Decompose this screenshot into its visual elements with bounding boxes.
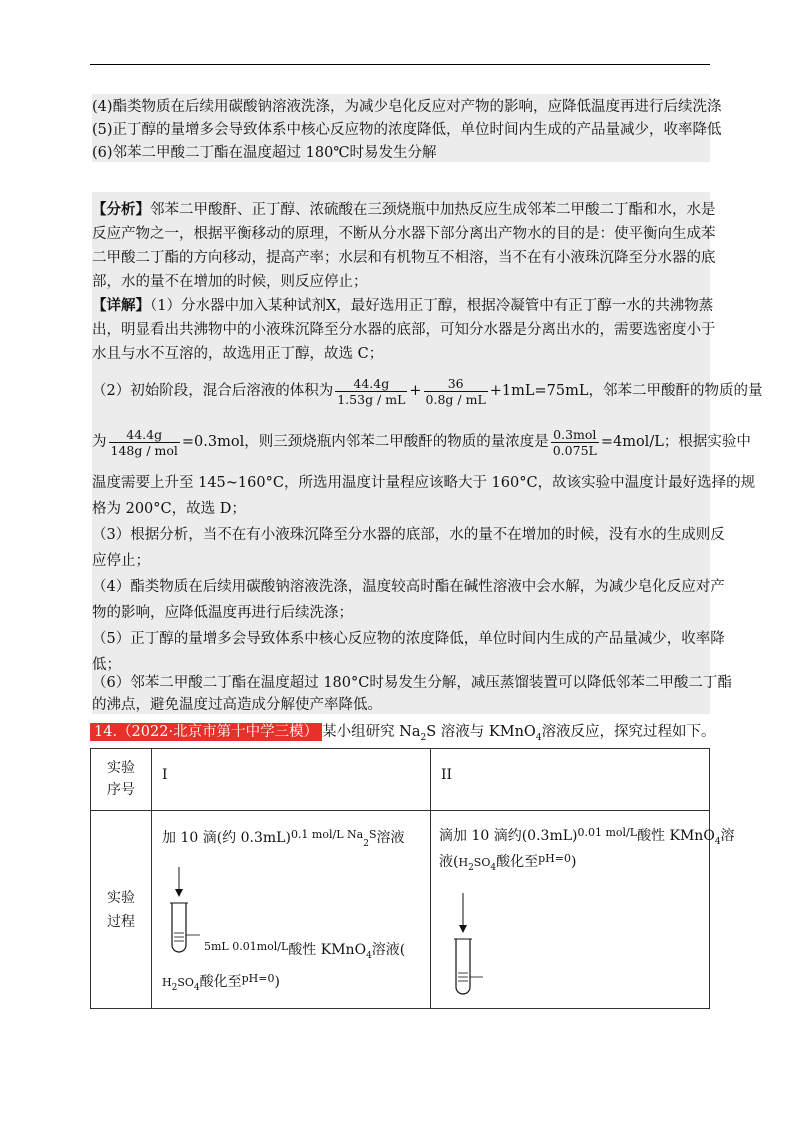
table-process-row — [91, 811, 710, 1009]
process-cell-label: 实验 过程 — [91, 811, 152, 1009]
detail-line-5a: （5）正丁醇的量增多会导致体系中核心反应物的浓度降低，单位时间内生成的产品量减少，收率降 — [92, 631, 725, 647]
header-cell-exp1: I — [152, 749, 431, 811]
exp1-solution-text: $^{5mL 0.01mol/L}$酸性 KMnO$_4$溶液( — [204, 940, 406, 961]
detail-line-temp: 温度需要上升至 145~160°C，所选用温度计量程应该略大于 160°C，故该实验中温度计最好选择的规 — [92, 475, 756, 491]
analysis-line-2: 反应产物之一，根据平衡移动的原理，不断从分水器下部分离出产物水的目的是：使平衡向生成苯 — [92, 226, 716, 242]
exp1-acid-text: $H_2SO_4$酸化至$^{pH=0}$) — [162, 972, 280, 993]
detail-line-5b: 低； — [92, 657, 121, 673]
fraction-moles: $\frac{44.4g}{\text{148g / mol}}$ — [110, 426, 178, 458]
header-rule — [90, 64, 710, 65]
detail-line-4b: 物的影响，应降低温度再进行后续洗涤； — [92, 605, 353, 621]
analysis-line-4: 部，水的量不在增加的时候，则反应停止； — [92, 274, 368, 290]
exp2-reagent-text: 滴加 10 滴约$(0.3mL)^{0.01 mol/L}$酸性 KMnO$_4$溶 — [439, 826, 735, 847]
detail-line-spec: 格为 200°C，故选 D； — [92, 501, 246, 517]
detail-line-3a: （3）根据分析，当不在有小液珠沉降至分水器的底部，水的量不在增加的时候，没有水的生成则反 — [92, 527, 725, 543]
answer-5: (5)正丁醇的量增多会导致体系中核心反应物的浓度降低，单位时间内生成的产品量减少，收率降低 — [92, 122, 722, 138]
exp2-acid-text: 液($H_2SO_4$酸化至$^{pH=0}$) — [439, 852, 577, 873]
detail-line-1: 【详解】（1）分水器中加入某种试剂X，最好选用正丁醇，根据冷凝管中有正丁醇一水的共沸物蒸 — [92, 297, 714, 314]
answer-4: (4)酯类物质在后续用碳酸钠溶液洗涤，为减少皂化反应对产物的影响，应降低温度再进行后续洗涤 — [92, 99, 722, 115]
detail-concentration-line: 为 $\frac{44.4g}{\text{148g / mol}}$ =0.3mol，则三颈烧瓶内邻苯二甲酸酐的物质的量浓度是 $\frac{\text{0.3mol}}{0.075L}$ =4mol/L；根据实验中 — [92, 426, 751, 458]
fraction-volume-1: $\frac{44.4g}{1.53g / mL}$ — [337, 375, 406, 407]
test-tube-exp2-icon — [443, 889, 503, 1001]
analysis-line-3: 二甲酸二丁酯的方向移动，提高产率；水层和有机物互不相溶，当不在有小液珠沉降至分水器的底 — [92, 250, 716, 266]
detail-line-6b: 的沸点，避免温度过高造成分解使产率降低。 — [92, 697, 382, 713]
analysis-label: 【分析】 — [92, 201, 150, 218]
detail-volume-line: （2）初始阶段，混合后溶液的体积为 $\frac{44.4g}{1.53g / mL}$ + $\frac{36}{0.8g / mL}$ +1mL=75mL，邻苯二甲酸酐的物质的量 — [92, 375, 763, 407]
header-cell-exp2: II — [431, 749, 710, 811]
fraction-volume-2: $\frac{36}{0.8g / mL}$ — [425, 375, 486, 407]
detail-line-6a: （6）邻苯二甲酸二丁酯在温度超过 180°C时易发生分解，减压蒸馏装置可以降低邻苯二甲酸二丁酯 — [92, 675, 732, 691]
experiment-table — [90, 748, 735, 1009]
detail-line-2: 出，明显看出共沸物中的小液珠沉降至分水器的底部，可知分水器是分离出水的，需要选密度小于 — [92, 322, 716, 338]
answer-6: (6)邻苯二甲酸二丁酯在温度超过 180℃时易发生分解 — [92, 145, 437, 161]
header-cell-label: 实验 序号 — [91, 749, 152, 811]
detail-line-3b: 应停止； — [92, 553, 150, 569]
process-cell-exp1 — [152, 811, 431, 1009]
exp1-reagent-text: 加 10 滴(约 0.3mL)$^{0.1 mol/L Na}_2^S$溶液 — [162, 828, 405, 849]
question-tag: 14.（2022·北京市第十中学三模） — [90, 723, 322, 741]
fraction-concentration: $\frac{\text{0.3mol}}{0.075L}$ — [552, 426, 597, 458]
analysis-line-1: 【分析】邻苯二甲酸酐、正丁醇、浓硫酸在三颈烧瓶中加热反应生成邻苯二甲酸二丁酯和水，水是 — [92, 201, 716, 218]
detail-line-4a: （4）酯类物质在后续用碳酸钠溶液洗涤，温度较高时酯在碱性溶液中会水解，为减少皂化反应对产 — [92, 579, 725, 595]
process-cell-exp2 — [431, 811, 735, 1009]
detail-label: 【详解】 — [92, 297, 150, 314]
detail-line-3: 水且与水不互溶的，故选用正丁醇，故选 C； — [92, 346, 384, 362]
table-header-row — [91, 749, 710, 811]
question-stem: 14.（2022·北京市第十中学三模） 某小组研究 $Na_2S$ 溶液与 KMnO$_4$溶液反应，探究过程如下。 — [90, 722, 716, 748]
